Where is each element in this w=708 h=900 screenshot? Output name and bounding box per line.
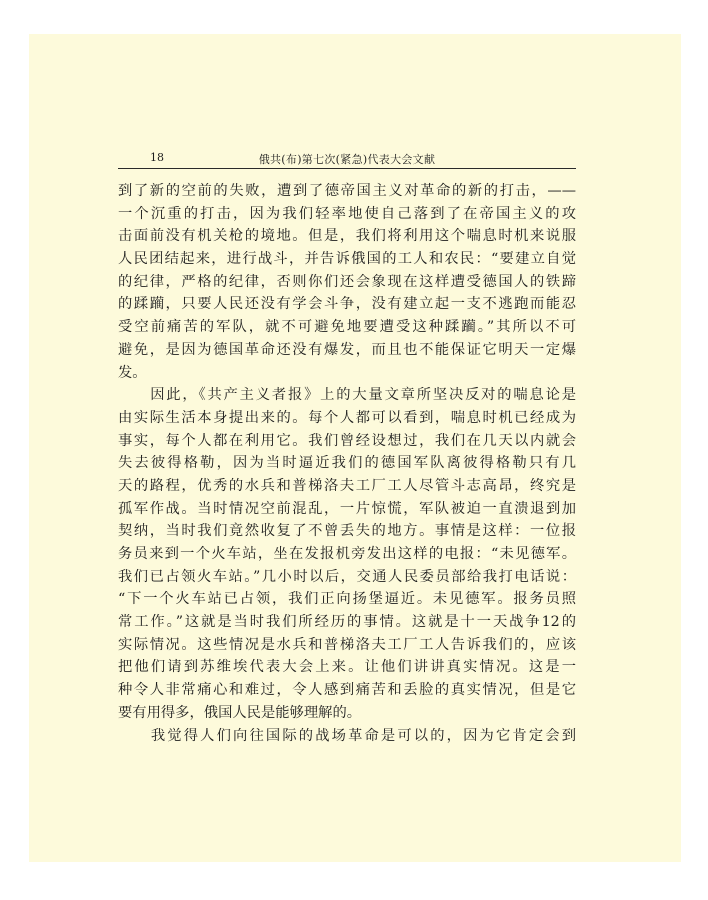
text-line: 受空前痛苦的军队，就不可避免地要遭受这种蹂躏。”其所以不可	[118, 319, 576, 336]
text-line: 种令人非常痛心和难过，令人感到痛苦和丢脸的真实情况，但是它	[118, 682, 576, 699]
page-number: 18	[150, 151, 164, 164]
text-line: 的纪律，严格的纪律，否则你们还会象现在这样遭受德国人的铁蹄	[118, 273, 576, 290]
text-line: 人民团结起来，进行战斗，并告诉俄国的工人和农民：“要建立自觉	[118, 251, 576, 268]
text-line: 由实际生活本身提出来的。每个人都可以看到，喘息时机已经成为	[118, 409, 576, 426]
text-line: 因此，《共产主义者报》上的大量文章所坚决反对的喘息论是	[118, 387, 576, 404]
text-line: 一个沉重的打击，因为我们轻率地使自己落到了在帝国主义的攻	[118, 205, 576, 222]
text-line: 孤军作战。当时情况空前混乱，一片惊慌，军队被迫一直溃退到加	[118, 500, 576, 517]
text-line: 我觉得人们向往国际的战场革命是可以的，因为它肯定会到	[118, 727, 576, 744]
text-line: “下一个火车站已占领，我们正向扬堡逼近。未见德军。报务员照	[118, 591, 576, 608]
text-line: 契纳，当时我们竟然收复了不曾丢失的地方。事情是这样：一位报	[118, 523, 576, 540]
text-line: 实际情况。这些情况是水兵和普梯洛夫工厂工人告诉我们的，应该	[118, 636, 576, 653]
paragraph-end-line: 要有用得多，俄国人民是能够理解的。	[118, 704, 362, 721]
text-line: 务员来到一个火车站，坐在发报机旁发出这样的电报：“未见德军。	[118, 546, 576, 562]
text-line: 天的路程，优秀的水兵和普梯洛夫工厂工人尽管斗志高昂，终究是	[118, 477, 576, 494]
page-header	[118, 150, 576, 169]
body-text	[118, 180, 576, 747]
text-line: 失去彼得格勒，因为当时逼近我们的德国军队离彼得格勒只有几	[118, 455, 576, 472]
text-line: 到了新的空前的失败，遭到了德帝国主义对革命的新的打击，——	[118, 183, 576, 199]
text-line: 击面前没有机关枪的境地。但是，我们将利用这个喘息时机来说服	[118, 228, 576, 245]
text-line: 事实，每个人都在利用它。我们曾经设想过，我们在几天以内就会	[118, 432, 576, 449]
running-title: 俄共(布)第七次(紧急)代表大会文献	[258, 153, 436, 166]
text-line: 把他们请到苏维埃代表大会上来。让他们讲讲真实情况。这是一	[118, 659, 576, 676]
text-line: 的蹂躏，只要人民还没有学会斗争，没有建立起一支不逃跑而能忍	[118, 296, 576, 313]
text-line: 避免，是因为德国革命还没有爆发，而且也不能保证它明天一定爆	[118, 341, 576, 358]
text-line: 我们已占领火车站。”几小时以后，交通人民委员部给我打电话说：	[118, 568, 576, 585]
text-line: 常工作。”这就是当时我们所经历的事情。这就是十一天战争12的	[118, 614, 576, 631]
paragraph-end-line: 发。	[118, 364, 147, 381]
